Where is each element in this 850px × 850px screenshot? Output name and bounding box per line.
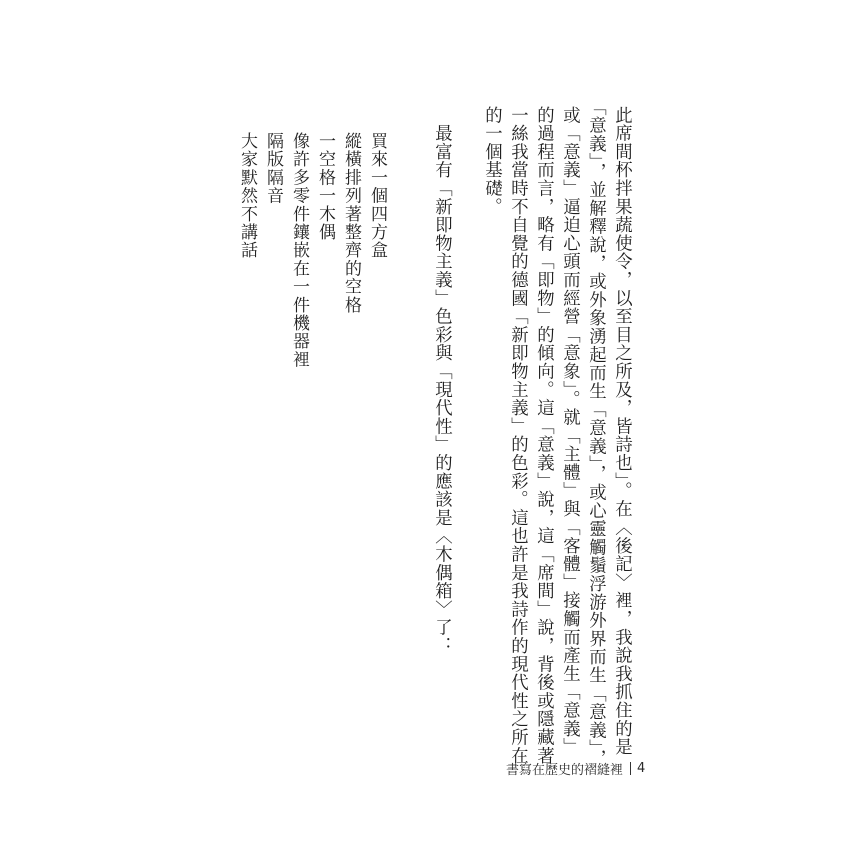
- footer-separator: [630, 762, 631, 775]
- body-text-column: 此席間杯拌果蔬使令，以至目之所及，皆詩也」。在〈後記〉裡，我說我抓住的是: [611, 106, 632, 757]
- body-text-column: 的一個基礎。: [481, 106, 502, 216]
- poem-line: 買來一個四方盒: [367, 132, 387, 260]
- poem-line: 隔版隔音: [263, 132, 283, 205]
- body-text-column: 「意義」，並解釋說，或外象湧起而生「意義」，或心靈觸鬚浮游外界而生「意義」，: [585, 98, 606, 768]
- running-footer: [506, 759, 645, 778]
- page-number: 4: [637, 761, 646, 776]
- poem-line: 像許多零件鑲嵌在一件機器裡: [289, 132, 309, 369]
- body-text-column: 的過程而言，略有「即物」的傾向。這「意義」說，這「席間」說，背後或隱藏著: [533, 106, 554, 765]
- body-text-column: 或「意義」逼迫心頭而經營「意象」。就「主體」與「客體」接觸而產生「意義」: [559, 106, 580, 757]
- poem-line: 大家默然不講話: [237, 132, 257, 260]
- book-title: 書寫在歷史的褶縫裡: [506, 763, 624, 778]
- body-text-column: 最富有「新即物主義」色彩與「現代性」的應該是〈木偶箱〉了：: [431, 106, 452, 655]
- poem-line: 一空格一木偶: [315, 132, 335, 242]
- poem-line: 縱橫排列著整齊的空格: [341, 132, 361, 314]
- body-text-column: 一絲我當時不自覺的德國「新即物主義」的色彩。這也許是我詩作的現代性之所在: [507, 106, 528, 765]
